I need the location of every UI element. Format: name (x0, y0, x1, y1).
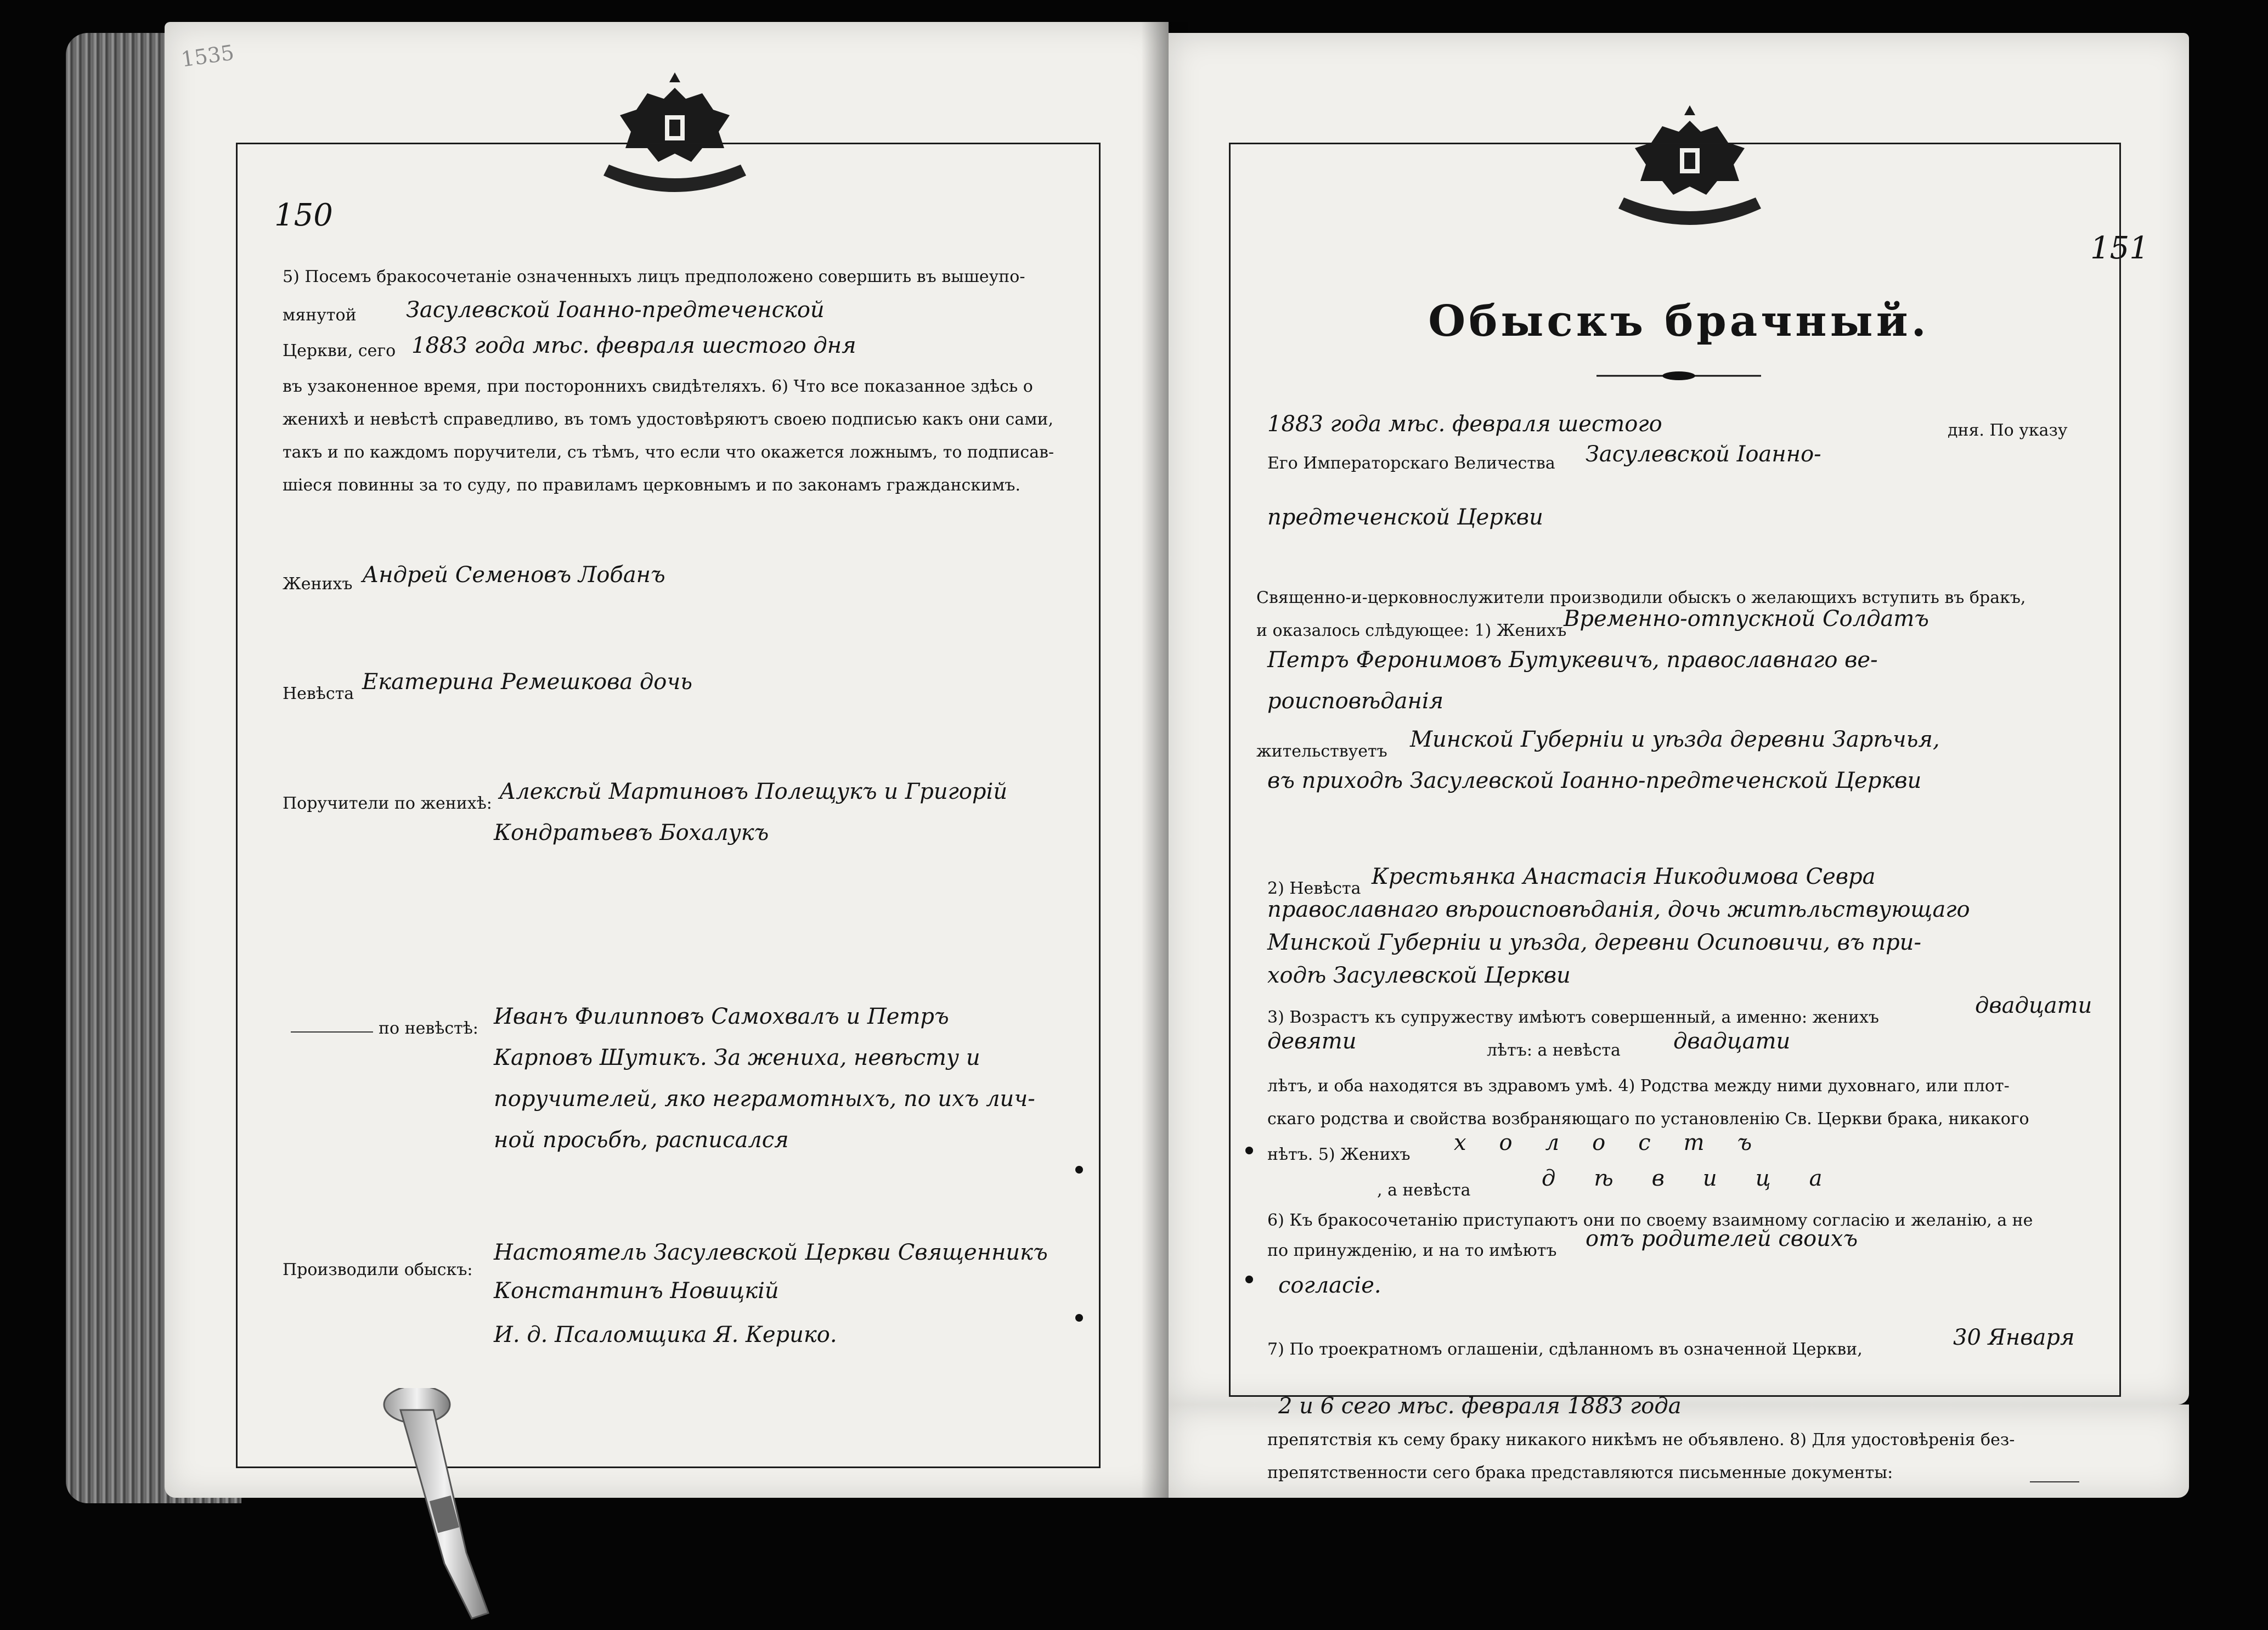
blank-rule (2030, 1481, 2079, 1482)
conducted-by-line-3: И. д. Псаломщика Я. Керико. (494, 1322, 837, 1347)
bride-status-label: , а невѣста (1377, 1181, 1471, 1200)
conducted-by-line-2: Константинъ Новицкій (494, 1278, 779, 1304)
found-text: и оказалось слѣдующее: 1) Женихъ (1256, 621, 1567, 640)
banns-date-handwritten: 30 Января (1953, 1325, 2075, 1350)
document-title: Обыскъ брачный. (1428, 296, 1930, 346)
paragraph-5-line-1: 5) Посемъ бракосочетаніе означенныхъ лицъ предположено совершить въ вышеупо- (283, 267, 1025, 286)
binding-hole (1245, 1276, 1253, 1283)
bride-guarantors-line-1: Иванъ Филипповъ Самохвалъ и Петръ (494, 1004, 949, 1029)
groom-name-handwritten: Андрей Семеновъ Лобанъ (362, 562, 665, 588)
title-ornament (1596, 368, 1761, 384)
binding-hole (1075, 1166, 1083, 1174)
date-handwritten: 1883 года мѣс. февраля шестого (1267, 411, 1662, 437)
paragraph-5-line-6: такъ и по каждомъ поручители, съ тѣмъ, что если что окажется ложнымъ, то подписав- (283, 443, 1054, 462)
groom-label: Женихъ (283, 574, 353, 594)
groom-guarantors-line-2: Кондратьевъ Бохалукъ (494, 820, 769, 845)
groom-age-handwritten-cont: девяти (1267, 1029, 1357, 1054)
age-text-1: 3) Возрастъ къ супружеству имѣютъ совершенный, а именно: женихъ (1267, 1008, 1880, 1027)
paragraph-5-line-2: мянутой (283, 306, 357, 325)
church-name-handwritten-cont: предтеченской Церкви (1267, 505, 1543, 530)
age-text-2: лѣтъ: а невѣста (1487, 1041, 1621, 1060)
by-decree-label: дня. По указу (1948, 421, 2068, 440)
consent-text-1: 6) Къ бракосочетанію приступаютъ они по своему взаимному согласію и желанію, а не (1267, 1211, 2033, 1230)
church-name-handwritten: Засулевской Іоанно-предтеченской (406, 297, 825, 323)
clergy-search-text: Священно-и-церковнослужители производили обыскъ о желающихъ вступить въ бракъ, (1256, 588, 2026, 607)
groom-description-line-2: Петръ Феронимовъ Бутукевичъ, православнаго ве- (1267, 647, 1878, 673)
bride-description-line-1: Крестьянка Анастасія Никодимова Севра (1372, 864, 1876, 889)
bride-label: Невѣста (283, 684, 354, 703)
conducted-by-label: Производили обыскъ: (283, 1260, 473, 1279)
paper-clip-icon (379, 1388, 499, 1629)
residence-label: жительствуетъ (1256, 742, 1387, 761)
date-handwritten: 1883 года мѣс. февраля шестого дня (411, 333, 856, 358)
church-name-handwritten: Засулевской Іоанно- (1586, 442, 1821, 467)
bride-description-line-2: православнаго вѣроисповѣданія, дочь житѣльствующаго (1267, 897, 1970, 922)
residence-line-1: Минской Губерніи и уѣзда деревни Зарѣчья, (1410, 727, 1940, 752)
groom-status-handwritten: холостъ (1454, 1130, 1785, 1155)
consent-text-2: по принужденію, и на то имѣютъ (1267, 1241, 1557, 1260)
banns-text-3: препятственности сего брака представляются письменные документы: (1267, 1463, 1893, 1482)
conducted-by-line-1: Настоятель Засулевской Церкви Священникъ (494, 1240, 1048, 1265)
blank-rule (291, 1031, 373, 1033)
page-number: 150 (274, 198, 333, 233)
groom-description-line-1: Временно-отпускной Солдатъ (1564, 606, 1929, 631)
binding-hole (1075, 1314, 1083, 1322)
banns-text-1: 7) По троекратномъ оглашеніи, сдѣланномъ въ означенной Церкви, (1267, 1340, 1863, 1359)
bride-label: 2) Невѣста (1267, 879, 1361, 898)
bride-name-handwritten: Екатерина Ремешкова дочь (362, 669, 693, 695)
paragraph-5-line-7: шіеся повинны за то суду, по правиламъ церковнымъ и по законамъ гражданскимъ. (283, 476, 1021, 495)
residence-line-2: въ приходѣ Засулевской Іоанно-предтеченской Церкви (1267, 768, 1922, 793)
groom-age-handwritten: двадцати (1975, 993, 2092, 1018)
banns-text-2: препятствія къ сему браку никакого никѣмъ не объявлено. 8) Для удостовѣренія без- (1267, 1430, 2015, 1449)
bride-status-handwritten: дѣвица (1542, 1166, 1861, 1191)
right-page (1169, 33, 2189, 1405)
bride-guarantors-line-2: Карповъ Шутикъ. За жениха, невѣсту и (494, 1045, 980, 1070)
groom-status-label: нѣтъ. 5) Женихъ (1267, 1145, 1411, 1164)
pencil-archive-number: 1535 (179, 40, 236, 72)
banns-dates-handwritten: 2 и 6 сего мѣс. февраля 1883 года (1278, 1394, 1682, 1419)
groom-guarantors-line-1: Алексѣй Мартиновъ Полещукъ и Григорій (499, 779, 1008, 804)
page-number: 151 (2090, 230, 2149, 266)
right-page-bottom (1169, 1394, 2189, 1498)
paragraph-5-line-3: Церкви, сего (283, 341, 396, 360)
consent-handwritten: отъ родителей своихъ (1586, 1226, 1858, 1251)
age-text-4: скаго родства и свойства возбраняющаго по установленію Св. Церкви брака, никакого (1267, 1109, 2029, 1129)
groom-description-line-3: роисповѣданія (1267, 689, 1444, 714)
bride-guarantors-line-4: ной просьбѣ, расписался (494, 1127, 789, 1153)
bride-guarantors-label: по невѣстѣ: (379, 1019, 478, 1038)
imperial-majesty-label: Его Императорскаго Величества (1267, 454, 1555, 473)
binding-hole (1245, 1147, 1253, 1154)
bride-description-line-4: ходѣ Засулевской Церкви (1267, 963, 1571, 988)
bride-guarantors-line-3: поручителей, яко неграмотныхъ, по ихъ лич- (494, 1086, 1035, 1112)
bride-description-line-3: Минской Губерніи и уѣзда, деревни Осиповичи, въ при- (1267, 930, 1921, 955)
paragraph-5-line-5: женихѣ и невѣстѣ справедливо, въ томъ удостовѣряютъ своею подписью какъ они сами, (283, 410, 1054, 429)
paragraph-5-line-4: въ узаконенное время, при постороннихъ свидѣтеляхъ. 6) Что все показанное здѣсь о (283, 377, 1033, 396)
age-text-3: лѣтъ, и оба находятся въ здравомъ умѣ. 4) Родства между ними духовнаго, или плот- (1267, 1076, 2010, 1096)
left-page (165, 22, 1169, 1498)
consent-handwritten-cont: согласіе. (1278, 1273, 1381, 1298)
groom-guarantors-label: Поручители по женихѣ: (283, 794, 492, 813)
bride-age-handwritten: двадцати (1673, 1029, 1791, 1054)
